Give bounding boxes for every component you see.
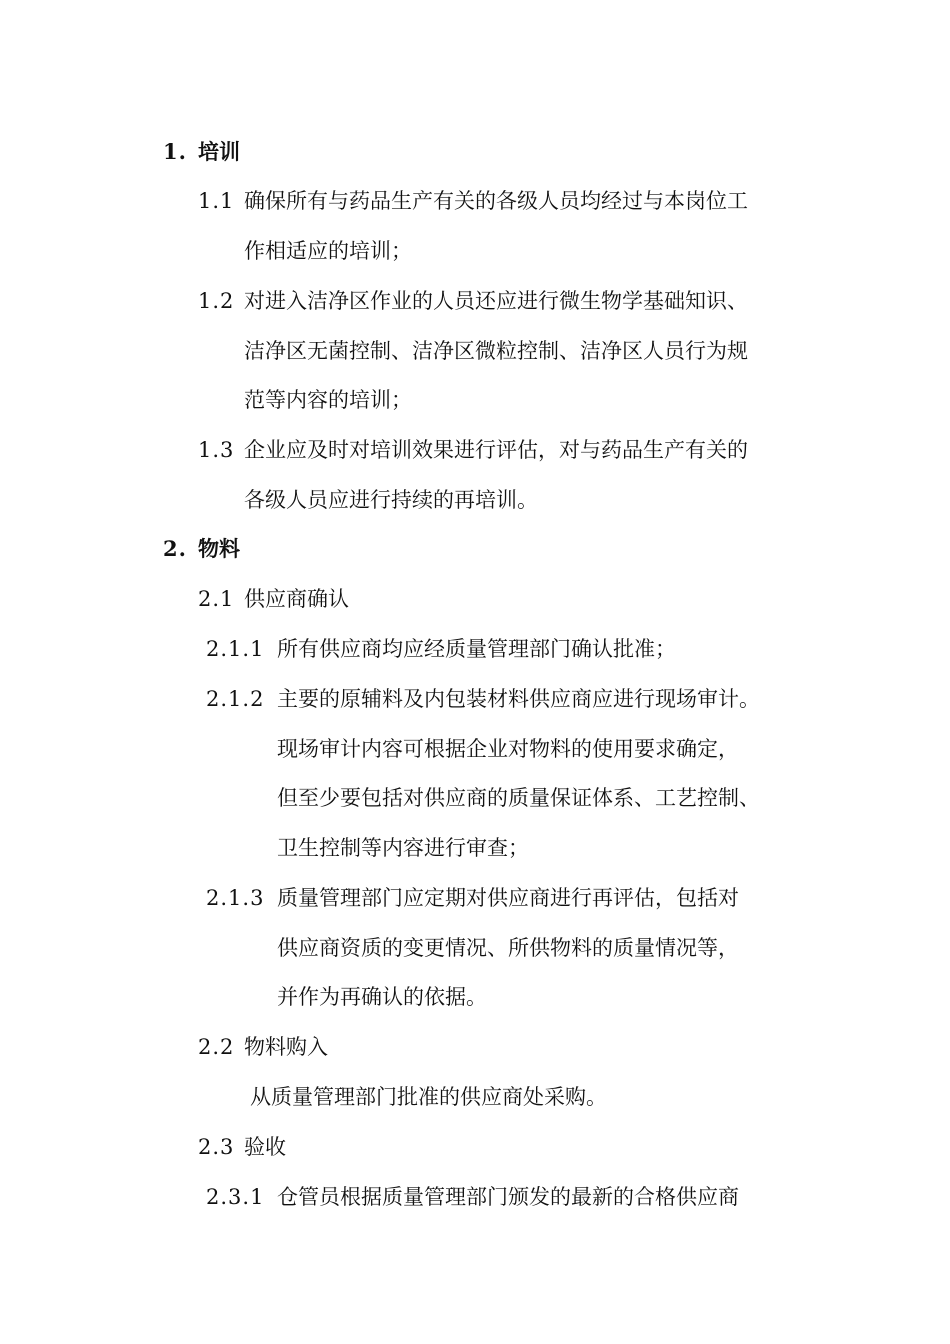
item-title: 验收: [244, 1135, 286, 1159]
subitem-line: 现场审计内容可根据企业对物料的使用要求确定，: [277, 737, 739, 761]
subitem-line: 主要的原辅料及内包装材料供应商应进行现场审计。: [277, 687, 760, 711]
item-number: 1.1: [198, 189, 235, 213]
item-title: 供应商确认: [244, 587, 349, 611]
item-number: 1.3: [198, 438, 235, 462]
subitem-line: 质量管理部门应定期对供应商进行再评估，包括对: [277, 886, 739, 910]
item-line: 范等内容的培训；: [244, 388, 412, 412]
subitem-line: 所有供应商均应经质量管理部门确认批准；: [277, 637, 676, 661]
subitem-line: 供应商资质的变更情况、所供物料的质量情况等，: [277, 936, 739, 960]
item-body: 从质量管理部门批准的供应商处采购。: [250, 1085, 607, 1109]
item-title: 物料购入: [244, 1035, 328, 1059]
item-line: 企业应及时对培训效果进行评估，对与药品生产有关的: [244, 438, 748, 462]
item-line: 各级人员应进行持续的再培训。: [244, 488, 538, 512]
subitem-line: 卫生控制等内容进行审查；: [277, 836, 529, 860]
subitem-number: 2.3.1: [206, 1185, 265, 1209]
item-number: 2.1: [198, 587, 235, 611]
item-line: 对进入洁净区作业的人员还应进行微生物学基础知识、: [244, 289, 748, 313]
subitem-line: 仓管员根据质量管理部门颁发的最新的合格供应商: [277, 1185, 739, 1209]
subitem-number: 2.1.3: [206, 886, 265, 910]
section-number: 2.: [163, 536, 187, 561]
item-number: 2.2: [198, 1035, 235, 1059]
subitem-number: 2.1.2: [206, 687, 265, 711]
item-line: 作相适应的培训；: [244, 239, 412, 263]
item-line: 洁净区无菌控制、洁净区微粒控制、洁净区人员行为规: [244, 339, 748, 363]
section-title: 培训: [198, 139, 240, 164]
section-title: 物料: [198, 536, 240, 561]
item-number: 2.3: [198, 1135, 235, 1159]
section-number: 1.: [163, 139, 187, 164]
item-line: 确保所有与药品生产有关的各级人员均经过与本岗位工: [244, 189, 748, 213]
subitem-line: 但至少要包括对供应商的质量保证体系、工艺控制、: [277, 786, 760, 810]
item-number: 1.2: [198, 289, 235, 313]
subitem-line: 并作为再确认的依据。: [277, 985, 487, 1009]
subitem-number: 2.1.1: [206, 637, 265, 661]
